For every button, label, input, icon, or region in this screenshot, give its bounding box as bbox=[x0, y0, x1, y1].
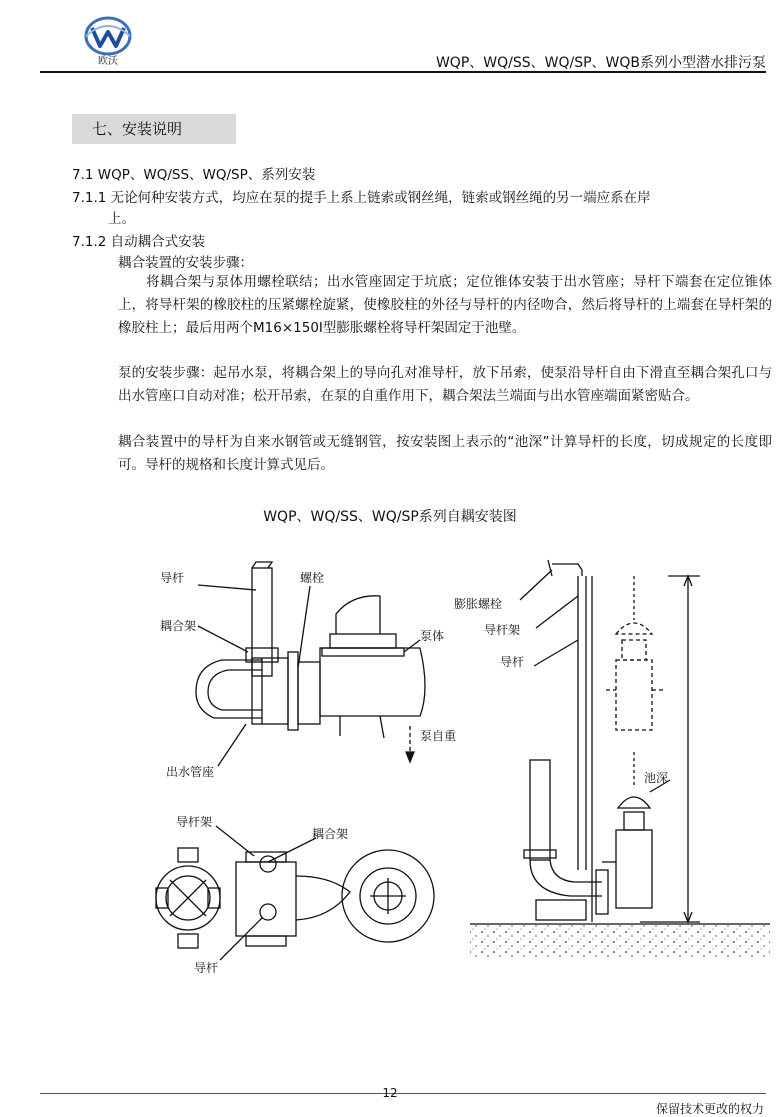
label-bolt: 螺栓 bbox=[300, 571, 325, 585]
side-view-coupling bbox=[196, 562, 425, 762]
subsection-7-1: 7.1 WQP、WQ/SS、WQ/SP、系列安装 bbox=[72, 167, 316, 183]
label-pump-body: 泵体 bbox=[420, 629, 445, 643]
clause-7-1-2: 7.1.2 自动耦合式安装 bbox=[72, 234, 206, 250]
label-guide-rod-plan: 导杆 bbox=[194, 961, 219, 975]
footer-note: 保留技术更改的权力 bbox=[655, 1102, 764, 1116]
label-outlet-base: 出水管座 bbox=[166, 765, 215, 779]
label-coupling-frame-plan: 耦合架 bbox=[312, 827, 349, 841]
label-guide-rod-frame-plan: 导杆架 bbox=[176, 815, 213, 829]
logo-text: 欧沃 bbox=[98, 56, 118, 67]
pump-steps-paragraph: 泵的安装步骤：起吊水泵，将耦合架上的导向孔对准导杆，放下吊索，使泵沿导杆自由下滑直至耦合架孔口与出水管座口自动对准；松开吊索，在泵的自重作用下，耦合架法兰端面与出水管座端面紧密贴合。 bbox=[118, 365, 772, 404]
label-pool-depth: 池深 bbox=[644, 771, 669, 785]
label-coupling-frame-top: 耦合架 bbox=[160, 619, 197, 633]
installation-drawing bbox=[0, 540, 780, 975]
label-pump-weight: 泵自重 bbox=[420, 729, 457, 743]
coupling-steps-paragraph: 将耦合架与泵体用螺栓联结；出水管座固定于坑底；定位锥体安装于出水管座；导杆下端套在定位锥体上，将导杆架的橡胶柱的压紧螺栓旋紧，使橡胶柱的外径与导杆的内径吻合，然后将导杆的上端套在导杆架的橡胶柱上；最后用两个M16×150Ⅰ型膨胀螺栓将导杆架固定于池壁。 bbox=[118, 274, 772, 336]
label-guide-rod-frame-elevation: 导杆架 bbox=[484, 623, 521, 637]
header-divider bbox=[40, 71, 766, 73]
clause-7-1-1-line1: 7.1.1 无论何种安装方式，均应在泵的提手上系上链索或钢丝绳，链索或钢丝绳的另一端应系在岸 bbox=[72, 190, 651, 206]
figure-title: WQP、WQ/SS、WQ/SP系列自耦安装图 bbox=[263, 509, 517, 525]
coupling-steps-heading: 耦合装置的安装步骤： bbox=[118, 255, 253, 271]
elevation-view bbox=[524, 560, 700, 922]
guide-rod-paragraph: 耦合装置中的导杆为自来水钢管或无缝钢管，按安装图上表示的“池深”计算导杆的长度，切成规定的长度即可。导杆的规格和长度计算式见后。 bbox=[118, 434, 772, 473]
plan-view-coupling bbox=[156, 848, 434, 948]
label-guide-rod-elevation: 导杆 bbox=[500, 655, 525, 669]
section-title: 七、安装说明 bbox=[92, 120, 183, 138]
label-expansion-bolt: 膨胀螺栓 bbox=[454, 597, 503, 611]
label-guide-rod-top: 导杆 bbox=[160, 571, 185, 585]
clause-7-1-1-line2: 上。 bbox=[108, 211, 135, 227]
page-number: 12 bbox=[382, 1086, 398, 1100]
document-title: WQP、WQ/SS、WQ/SP、WQB系列小型潜水排污泵 bbox=[435, 55, 766, 71]
